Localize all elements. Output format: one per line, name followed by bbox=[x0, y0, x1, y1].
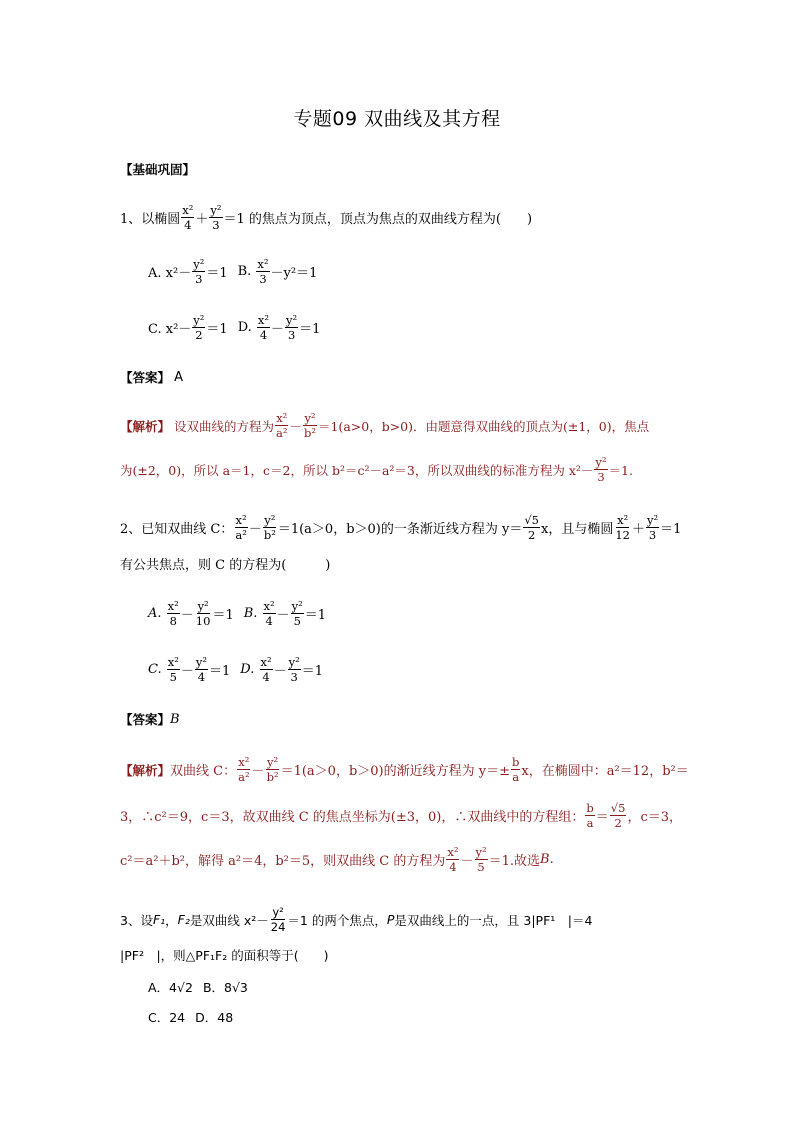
fraction: $\frac{\text{x²}}{4}$ bbox=[182, 203, 194, 233]
page-title: 专题09 双曲线及其方程 bbox=[293, 108, 501, 130]
question-2-options-ab bbox=[148, 600, 326, 627]
question-1-explanation-line-1: 【解析】 设双曲线的方程为 $\frac{\text{x²}}{\text{a²}}$ － $\frac{\text{y²}}{\text{b²}}$ ＝1(a>0，b>0)．由题意得双曲线的顶点为(±1，0)，焦点 bbox=[120, 411, 650, 441]
option-a: A. x²－ $\frac{\text{y²}}{3}$ ＝1 bbox=[148, 257, 228, 287]
option-c: C. $\frac{\text{x²}}{5}$ － $\frac{\text{y²}}{4}$ ＝1 bbox=[148, 655, 231, 685]
question-2-stem: 2、已知双曲线 C： $\frac{\text{x²}}{\text{a²}}$ － $\frac{\text{y²}}{\text{b²}}$ ＝1(a＞0，b＞0)的一条渐近线方程为 y＝ $\frac{√5}{2}$ x，且与椭圆 $\frac{\text{x²}}{12}$ ＋ $\frac{\text{y²}}{3}$ ＝1 bbox=[120, 513, 682, 543]
question-1-options-ab bbox=[148, 258, 317, 285]
option-c: C. x²－ $\frac{\text{y²}}{2}$ ＝1 bbox=[148, 313, 228, 343]
question-3-stem-line-2: |PF² |，则△PF₁F₂ 的面积等于( ) bbox=[120, 948, 329, 963]
option-c: C．24 bbox=[148, 1010, 186, 1025]
question-2-explanation-line-1: 【解析】 双曲线 C： $\frac{\text{x²}}{\text{a²}}$ － $\frac{\text{y²}}{\text{b²}}$ ＝1(a＞0，b＞0)的渐近线方程为 y＝± $\frac{b}{a}$ x，在椭圆中：a²＝12，b²＝ bbox=[120, 755, 689, 785]
question-2-explanation-line-2: 3，∴c²＝9，c＝3，故双曲线 C 的焦点坐标为(±3，0)，∴双曲线中的方程组： $\frac{b}{a}$ ＝ $\frac{√5}{2}$ ，c＝3， bbox=[120, 801, 682, 831]
question-2-stem-line-2: 有公共焦点，则 C 的方程为( ) bbox=[120, 558, 331, 573]
fraction: $\frac{\text{y²}}{3}$ bbox=[210, 203, 222, 233]
question-2-options-cd bbox=[148, 656, 323, 683]
option-b: B. $\frac{\text{x²}}{4}$ － $\frac{\text{y²}}{5}$ ＝1 bbox=[243, 599, 327, 629]
question-3-stem: 3、设 F₁ ， F₂ 是双曲线 x²－ $\frac{\text{y²}}{24}$ ＝1 的两个焦点， P 是双曲线上的一点，且 3|PF¹ |＝4 bbox=[120, 905, 593, 935]
section-heading: 【基础巩固】 bbox=[120, 162, 196, 177]
question-1-options-cd bbox=[148, 314, 320, 341]
option-d: D．48 bbox=[195, 1010, 234, 1025]
option-d: D. $\frac{\text{x²}}{4}$ － $\frac{\text{y²}}{3}$ ＝1 bbox=[240, 655, 324, 685]
option-d: D. $\frac{\text{x²}}{4}$ － $\frac{\text{y²}}{3}$ ＝1 bbox=[237, 313, 321, 343]
option-a: A．4√2 bbox=[148, 980, 193, 995]
option-b: B．8√3 bbox=[202, 980, 248, 995]
question-1-explanation-line-2: 为(±2，0)，所以 a＝1，c＝2，所以 b²＝c²－a²＝3，所以双曲线的标准方程为 x²－ $\frac{\text{y²}}{3}$ ＝1. bbox=[120, 455, 633, 485]
option-b: B. $\frac{\text{x²}}{3}$ －y²＝1 bbox=[237, 257, 318, 287]
question-2-explanation-line-3: c²＝a²＋b²，解得 a²＝4，b²＝5，则双曲线 C 的方程为 $\frac{\text{x²}}{4}$ － $\frac{\text{y²}}{5}$ ＝1.故选 B. bbox=[120, 845, 554, 875]
question-1-stem: 1、以椭圆 $\frac{\text{x²}}{4}$ ＋ $\frac{\text{y²}}{3}$ ＝1 的焦点为顶点，顶点为焦点的双曲线方程为( ) bbox=[120, 203, 533, 233]
question-3-options-ab bbox=[148, 978, 248, 996]
question-3-options-cd bbox=[148, 1008, 233, 1026]
question-2-answer: 【答案】 B bbox=[120, 711, 180, 727]
question-1-answer: 【答案】 A bbox=[120, 369, 184, 385]
option-a: A. $\frac{\text{x²}}{8}$ － $\frac{\text{y²}}{10}$ ＝1 bbox=[148, 599, 234, 629]
